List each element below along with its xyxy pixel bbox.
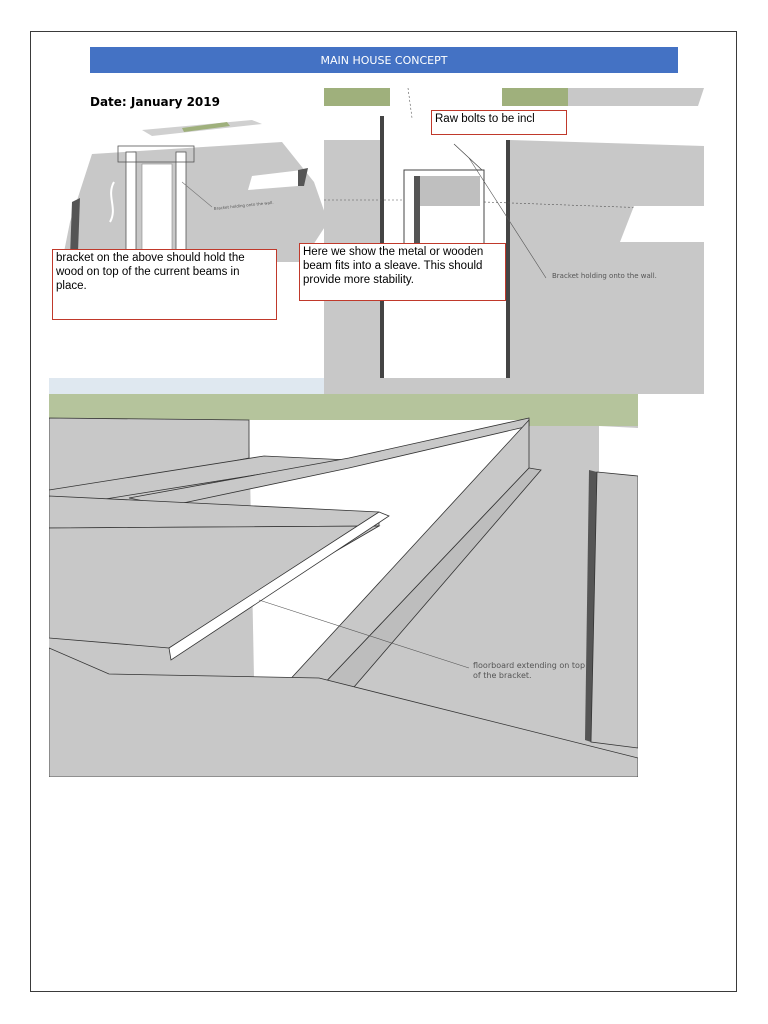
callout-raw-bolts-text: Raw bolts to be incl xyxy=(435,113,535,125)
document-date: Date: January 2019 xyxy=(90,95,220,109)
callout-bracket-above xyxy=(52,249,277,320)
bottom-floorboard-figure xyxy=(49,378,638,777)
floorboard-label-line1: floorboard extending on top xyxy=(473,661,586,670)
callout-bracket-above-text: bracket on the above should hold the wood on top of the current beams in place. xyxy=(56,252,245,292)
page-title: MAIN HOUSE CONCEPT xyxy=(320,53,448,67)
floorboard-label-line2: of the bracket. xyxy=(473,671,532,680)
callout-sleeve-text: Here we show the metal or wooden beam fits into a sleave. This should provide more stability. xyxy=(303,246,484,286)
callout-sleeve xyxy=(299,243,506,301)
tiny-bracket-label: Bracket holding onto the wall. xyxy=(213,199,274,211)
top-left-sketch xyxy=(52,112,328,262)
bracket-holding-label: Bracket holding onto the wall. xyxy=(552,272,657,280)
callout-raw-bolts xyxy=(431,110,567,135)
page-title-banner xyxy=(90,47,678,73)
